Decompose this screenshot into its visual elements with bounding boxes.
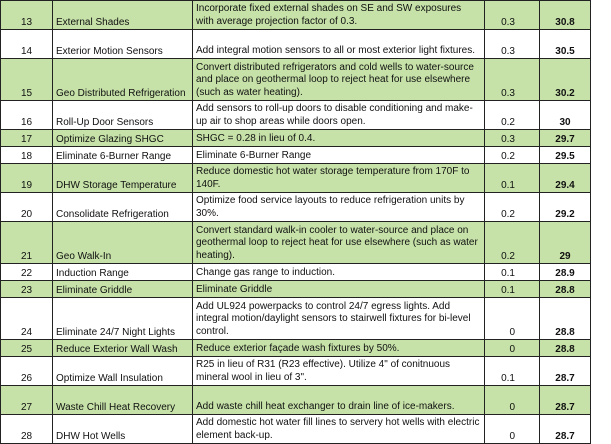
cost-cell: 0.1 [485,281,540,298]
measure-name-cell: External Shades [53,1,193,30]
description-cell: Reduce domestic hot water storage temperature from 170F to 140F. [193,164,485,193]
score-cell: 29.4 [540,164,591,193]
rank-cell: 17 [1,130,53,147]
description-cell: Convert distributed refrigerators and cold wells to water-source and place on geothermal loop to reject heat for use elsewhere (such as water heating). [193,59,485,101]
score-cell: 30.8 [540,1,591,30]
cost-cell: 0.3 [485,59,540,101]
table-row [1,101,591,130]
score-cell: 29.5 [540,147,591,164]
table-row [1,222,591,264]
measure-name-cell: Geo Walk-In [53,222,193,264]
rank-cell: 25 [1,340,53,357]
table-row [1,298,591,340]
table-row [1,415,591,444]
score-cell: 28.8 [540,298,591,340]
table-row [1,357,591,386]
description-cell: Eliminate 6-Burner Range [193,147,485,164]
measure-name-cell: Eliminate Griddle [53,281,193,298]
description-cell: Add integral motion sensors to all or most exterior light fixtures. [193,30,485,59]
description-cell: Reduce exterior façade wash fixtures by 50%. [193,340,485,357]
measure-name-cell: Reduce Exterior Wall Wash [53,340,193,357]
rank-cell: 28 [1,415,53,444]
rank-cell: 22 [1,264,53,281]
measure-name-cell: Eliminate 6-Burner Range [53,147,193,164]
table-row [1,59,591,101]
rank-cell: 19 [1,164,53,193]
measure-name-cell: Exterior Motion Sensors [53,30,193,59]
rank-cell: 14 [1,30,53,59]
description-cell: Eliminate Griddle [193,281,485,298]
cost-cell: 0 [485,298,540,340]
cost-cell: 0.2 [485,193,540,222]
measure-name-cell: Consolidate Refrigeration [53,193,193,222]
rank-cell: 27 [1,386,53,415]
table-row [1,340,591,357]
rank-cell: 15 [1,59,53,101]
score-cell: 28.7 [540,357,591,386]
table-row [1,281,591,298]
description-cell: Add sensors to roll-up doors to disable conditioning and make-up air to shop areas while doors open. [193,101,485,130]
cost-cell: 0.3 [485,30,540,59]
table-row [1,193,591,222]
rank-cell: 16 [1,101,53,130]
table-row [1,147,591,164]
score-cell: 30.2 [540,59,591,101]
score-cell: 28.9 [540,264,591,281]
measure-name-cell: Geo Distributed Refrigeration [53,59,193,101]
score-cell: 28.7 [540,415,591,444]
measure-name-cell: DHW Storage Temperature [53,164,193,193]
table-row [1,130,591,147]
measure-name-cell: Eliminate 24/7 Night Lights [53,298,193,340]
table-row [1,30,591,59]
description-cell: R25 in lieu of R31 (R23 effective). Utilize 4" of conitnuous mineral wool in lieu of 3". [193,357,485,386]
table-row [1,386,591,415]
description-cell: Change gas range to induction. [193,264,485,281]
description-cell: Add UL924 powerpacks to control 24/7 egress lights. Add integral motion/daylight sensors to stairwell fixtures for bi-level control. [193,298,485,340]
table-row [1,164,591,193]
score-cell: 29.2 [540,193,591,222]
description-cell: Incorporate fixed external shades on SE and SW exposures with average projection factor of 0.3. [193,1,485,30]
table-body [1,1,591,444]
rank-cell: 26 [1,357,53,386]
score-cell: 30 [540,101,591,130]
rank-cell: 18 [1,147,53,164]
score-cell: 29.7 [540,130,591,147]
cost-cell: 0.3 [485,130,540,147]
measure-name-cell: DHW Hot Wells [53,415,193,444]
rank-cell: 24 [1,298,53,340]
cost-cell: 0 [485,386,540,415]
measure-name-cell: Optimize Wall Insulation [53,357,193,386]
rank-cell: 23 [1,281,53,298]
score-cell: 28.8 [540,340,591,357]
cost-cell: 0.1 [485,164,540,193]
cost-cell: 0.1 [485,264,540,281]
measure-name-cell: Roll-Up Door Sensors [53,101,193,130]
rank-cell: 21 [1,222,53,264]
cost-cell: 0.3 [485,1,540,30]
cost-cell: 0.2 [485,222,540,264]
description-cell: Add waste chill heat exchanger to drain line of ice-makers. [193,386,485,415]
description-cell: Optimize food service layouts to reduce refrigeration units by 30%. [193,193,485,222]
description-cell: Convert standard walk-in cooler to water-source and place on geothermal loop to reject heat for use elsewhere (such as water heating). [193,222,485,264]
cost-cell: 0.2 [485,101,540,130]
measure-name-cell: Induction Range [53,264,193,281]
rank-cell: 13 [1,1,53,30]
score-cell: 28.7 [540,386,591,415]
description-cell: SHGC = 0.28 in lieu of 0.4. [193,130,485,147]
table-row [1,264,591,281]
score-cell: 30.5 [540,30,591,59]
table-row [1,1,591,30]
score-cell: 28.8 [540,281,591,298]
cost-cell: 0 [485,340,540,357]
rank-cell: 20 [1,193,53,222]
description-cell: Add domestic hot water fill lines to servery hot wells with electric element back-up. [193,415,485,444]
measure-name-cell: Optimize Glazing SHGC [53,130,193,147]
score-cell: 29 [540,222,591,264]
cost-cell: 0 [485,415,540,444]
measure-name-cell: Waste Chill Heat Recovery [53,386,193,415]
cost-cell: 0.2 [485,147,540,164]
cost-cell: 0.1 [485,357,540,386]
